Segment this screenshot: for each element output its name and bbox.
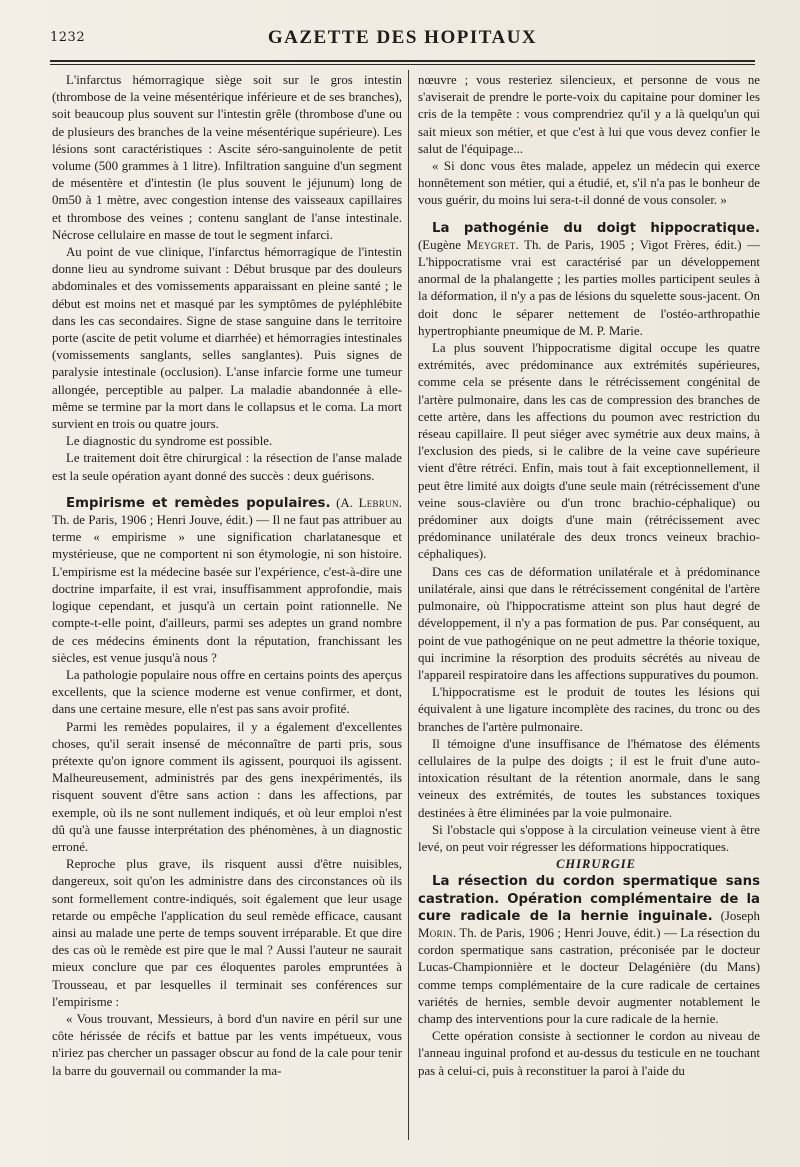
journal-title: GAZETTE DES HOPITAUX: [267, 27, 538, 48]
paragraph: « Si donc vous êtes malade, appelez un médecin qui exerce honnêtement son métier, qui a étudié, et, s'il n'a pas le bonheur de vous guérir, du moins lui sera-t-il donné de vous consoler. »: [418, 159, 760, 208]
paragraph: Le traitement doit être chirurgical : la résection de l'anse malade est la seule opération ayant donné des succès : deux guérisons.: [52, 451, 402, 483]
author-name: Lebrun: [358, 495, 399, 510]
paragraph: L'infarctus hémorragique siège soit sur le gros intestin (thrombose de la veine mésentérique inférieure et de ses branches), soit beaucoup plus souvent sur l'intestin grêle (thrombose d'une ou de plusieurs des branches de la veine mésentérique supérieure). Les lésions sont caractéristiques : Ascite séro-sanguinolente de petit volume (500 grammes à 1 litre). Infiltration sanguine d'un segment de mésentère et d'intestin (le plus souvent le jéjunum) long de 0m50 à 1 mètre, avec congestion intense des vaisseaux capillaires et thrombose des veines ; contenu sanglant de l'anse intestinale. Nécrose cellulaire en masse de tout le segment infarci.: [52, 73, 402, 242]
paragraph: La pathologie populaire nous offre en certains points des aperçus excellents, que la science moderne est venue confirmer, et dont, dans une certaine mesure, elle n'est pas sans avoir profité.: [52, 667, 402, 717]
article-heading: Empirisme et remèdes populaires.: [66, 495, 331, 511]
paragraph: Cette opération consiste à sectionner le cordon au niveau de l'anneau inguinal profond et au-dessus du testicule en ne touchant pas à celui-ci, puis à reconstituer la paroi à l'aide du: [418, 1029, 760, 1078]
author-name: Meygret: [466, 237, 516, 252]
paragraph: Parmi les remèdes populaires, il y a également d'excellentes choses, qu'il serait insensé de méconnaître de parti pris, sous prétexte qu'on ignore comment ils agissent, pourquoi ils agissent. Malheureusement, administrés par des gens inexpérimentés, ils risquent souvent d'être sans action : dans les affections, par exemple, où ils ne sont nullement indiqués, et où leur emploi n'est dû qu'à une fausse interprétation des phénomènes, à un diagnostic erroné.: [52, 719, 402, 854]
paragraph: Au point de vue clinique, l'infarctus hémorragique de l'intestin donne lieu au syndrome suivant : Début brusque par des douleurs abdominales et des vomissements apparaissant en pleine santé ; le début est moins net et masqué par les symptômes de pyléphlébite dans les cas secondaires. Signe de stase sanguine dans le territoire porte (ascite de petit volume et diarrhée) et hémorragies intestinales (vomissements sanglants, selles sanglantes). Puis signes de paralysie intestinale (occlusion). L'anse infarcie forme une tumeur allongée, perceptible au palper. La maladie abandonnée à elle-même se termine par la mort dans le collapsus et le coma. La mort survient en trois ou quatre jours.: [52, 245, 402, 432]
article-entry-empirisme: [52, 495, 402, 667]
paragraph: Si l'obstacle qui s'oppose à la circulation veineuse vient à être levé, on peut voir régresser les déformations hippocratiques.: [418, 822, 760, 854]
spacer: [52, 485, 402, 495]
paragraph: Reproche plus grave, ils risquent aussi d'être nuisibles, dangereux, soit qu'on les administre dans des circonstances où ils sont formellement contre-indiqués, soit également que leur usage retarde ou empêche l'application du seul remède efficace, causant ainsi au malade une perte de temps souvent irréparable. Et que dire des cas où le remède est pire que le mal ? Aussi l'auteur ne saurait mieux conclure que par ces éloquentes paroles empruntées à Trousseau, et par lesquelles il terminait ses conférences sur l'empirisme :: [52, 857, 402, 1009]
paragraph: nœuvre ; vous resteriez silencieux, et personne de vous ne s'aviserait de prendre le porte-voix du capitaine pour dominer les cris de la tempête : vous comprendriez qu'il y a là quelqu'un qui sait mieux son métier, et que c'est à lui que vous devez confier le salut de l'équipage...: [418, 73, 760, 156]
author-prefix: (Eugène: [418, 237, 467, 252]
page-number: 1232: [50, 30, 86, 45]
header-rule-thick: [50, 60, 755, 62]
paragraph: Le diagnostic du syndrome est possible.: [66, 434, 273, 449]
section-title: CHIRURGIE: [556, 857, 636, 872]
author-prefix: (Joseph: [712, 908, 760, 923]
paragraph: Il témoigne d'une insuffisance de l'hématose des éléments cellulaires de la pulpe des doigts ; il est le fruit d'une auto-intoxication résultant de la rétention anormale, dans le sang veineux des extrémités, de toutes les substances toxiques destinées à être éliminées par la voie pulmonaire.: [418, 736, 760, 820]
article-body: . Th. de Paris, 1906 ; Henri Jouve, édit.) — La résection du cordon spermatique sans castration, préconisée par le docteur Lucas-Championnière et le docteur Delagénière (du Mans) comme temps complémentaire de la cure radicale de certaines variétés de hernies, semble devoir augmenter notablement le champ des interventions pour la cure radicale de la hernie.: [418, 925, 760, 1026]
article-heading: La résection du cordon spermatique sans castration. Opération complémentaire de la cure radicale de la hernie inguinale.: [418, 874, 760, 924]
header-rule-thin: [50, 64, 755, 65]
article-heading: La pathogénie du doigt hippocratique.: [432, 220, 760, 236]
paragraph: Dans ces cas de déformation unilatérale et à prédominance unilatérale, ainsi que dans le rétrécissement congénital de l'artère pulmonaire, où l'hippocratisme atteint son plus haut degré de développement, il n'y a pas formation de pus. Par conséquent, au point de vue pathogénique on ne peut admettre la théorie toxique, qui incrimine la résorption des produits sécrétés au niveau de l'appareil respiratoire dans les affections suppuratives du poumon.: [418, 564, 760, 682]
article-entry-hippocratique: [418, 220, 760, 340]
paragraph: La plus souvent l'hippocratisme digital occupe les quatre extrémités, avec prédominance aux extrémités supérieures, comme cela se présente dans le rétrécissement congénital de l'artère pulmonaire, dans les cas de compression des branches de cette artère, dans les affections du poumon avec restriction du réseau capillaire. Il peut siéger avec symétrie aux deux mains, à l'exclusion des pieds, si le calibre de la veine cave supérieure vient d'être rétréci. Enfin, mais tout à fait exceptionnellement, il peut être limité aux doigts d'une seule main (rétrécissement d'une veine sous-clavière ou d'un tronc brachio-céphalique) ou prédominer aux doigts d'une main (rétrécissement avec prédominance unilatérale des deux troncs veineux brachio-céphaliques).: [418, 341, 760, 562]
spacer: [418, 210, 760, 220]
page-header: [50, 27, 755, 58]
right-column: [418, 72, 760, 1147]
paragraph: L'hippocratisme est le produit de toutes les lésions qui équivalent à une ligature incomplète des racines, du tronc ou des branches de l'artère pulmonaire.: [418, 685, 760, 734]
author-prefix: (A.: [330, 495, 359, 510]
article-body: . Th. de Paris, 1905 ; Vigot Frères, édit.) — L'hippocratisme vrai est caractérisé par un développement anormal de la phalangette ; les parties molles participent seules à la déformation, il n'y a pas de lésions du squelette sous-jacent. On doit donc le séparer nettement de l'ostéo-arthropathie hypertrophiante pneumique de M. P. Marie.: [418, 237, 760, 338]
author-name: Morin: [418, 925, 453, 940]
article-entry-resection: [418, 873, 760, 1028]
article-body: . Th. de Paris, 1906 ; Henri Jouve, édit.) — Il ne faut pas attribuer au terme « empirisme » une signification charlatanesque et mystérieuse, que ne comportent ni son étymologie, ni son histoire. L'empirisme est la médecine basée sur l'expérience, c'est-à-dire une doctrine imparfaite, il est vrai, insuffisamment approfondie, mais logique cependant, et jusqu'à un certain point rationnelle. Ne compte-t-elle point, d'ailleurs, parmi ses adeptes un grand nombre de ces médecins éminents dont la réputation, franchissant les siècles, est venue jusqu'à nous ?: [52, 495, 402, 665]
left-column: [52, 72, 402, 1147]
paragraph: « Vous trouvant, Messieurs, à bord d'un navire en péril sur une côte hérissée de récifs et battue par les vents impétueux, vous n'iriez pas chercher un passager obscur au fond de la cale pour tenir la barre du gouvernail ou commander la ma-: [52, 1011, 402, 1078]
column-divider: [408, 70, 409, 1140]
